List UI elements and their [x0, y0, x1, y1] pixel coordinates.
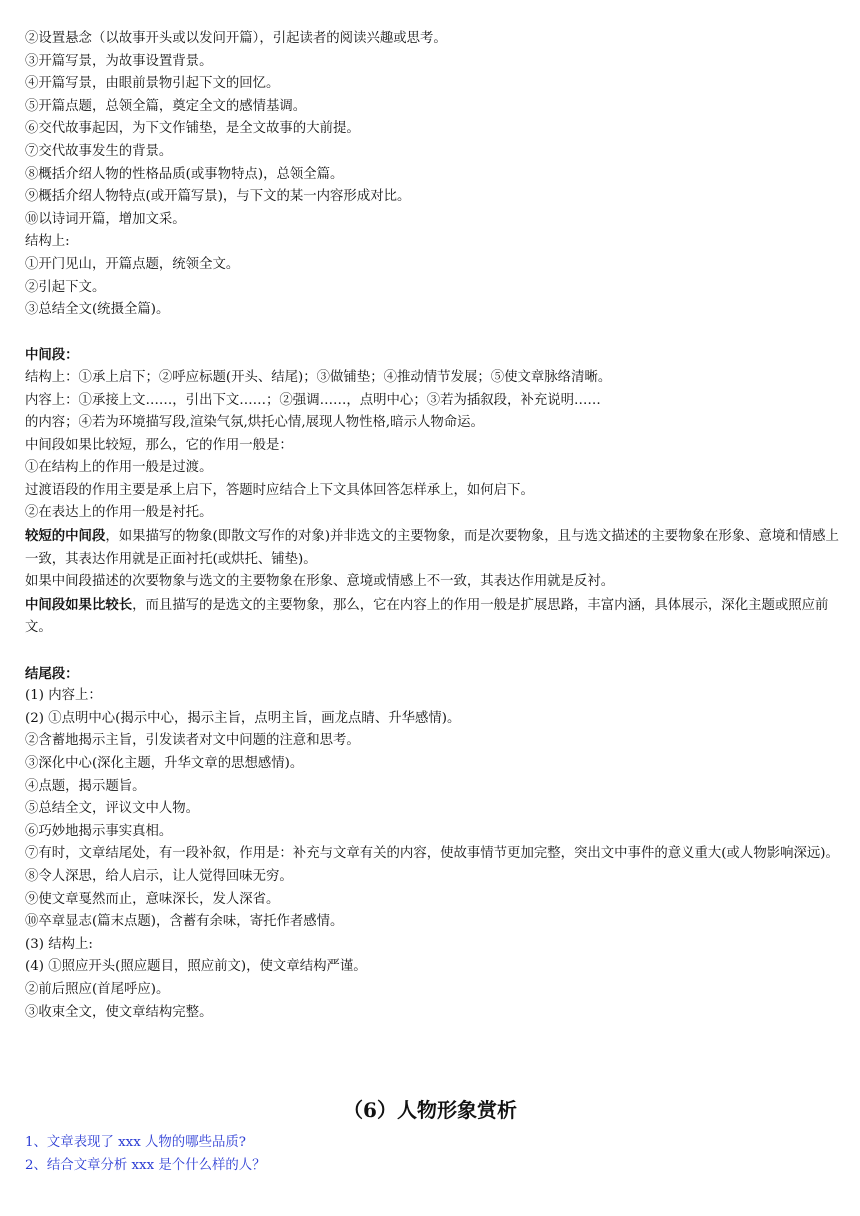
middle-short-rest: ，如果描写的物象(即散文写作的对象)并非选文的主要物象，而是次要物象，且与选文描述的主要物象在形象、意境和情感上一致，其表达作用就是正面衬托(或烘托、铺垫)。 [25, 529, 839, 567]
middle-structure: 结构上：①承上启下；②呼应标题(开头、结尾)；③做铺垫；④推动情节发展；⑤使文章脉络清晰。 [25, 369, 612, 385]
ending-content-item: ⑦有时，文章结尾处，有一段补叙，作用是：补充与文章有关的内容，使故事情节更加完整，突出文中事件的意义重大(或人物影响深远)。 [25, 846, 839, 862]
middle-content-line-2: 的内容；④若为环境描写段,渲染气氛,烘托心情,展现人物性格,暗示人物命运。 [25, 415, 484, 431]
middle-short-bold: 较短的中间段 [25, 528, 106, 545]
ending-content-label: (1) 内容上： [25, 688, 102, 704]
ending-content-item: ⑤总结全文，评议文中人物。 [25, 801, 200, 817]
middle-long-paragraph [25, 594, 847, 640]
middle-short-intro: 中间段如果比较短，那么，它的作用一般是： [25, 437, 293, 453]
ending-structure-item: (4) ①照应开头(照应题目，照应前文)，使文章结构严谨。 [25, 959, 367, 975]
opening-item: ⑤开篇点题，总领全篇，奠定全文的感情基调。 [25, 98, 307, 114]
ending-structure-item: ②前后照应(首尾呼应)。 [25, 981, 170, 997]
middle-item-2: ②在表达上的作用一般是衬托。 [25, 505, 213, 521]
ending-content-item: ⑩卒章显志(篇末点题)，含蓄有余味，寄托作者感情。 [25, 914, 344, 930]
opening-item: ②设置悬念（以故事开头或以发问开篇），引起读者的阅读兴趣或思考。 [25, 31, 447, 46]
opening-item: ⑨概括介绍人物特点(或开篇写景)，与下文的某一内容形成对比。 [25, 189, 411, 205]
opening-structure-label: 结构上: [25, 234, 70, 250]
opening-item: ⑦交代故事发生的背景。 [25, 143, 173, 159]
question-item: 2、结合文章分析 xxx 是个什么样的人？ [25, 1158, 266, 1173]
opening-structure-item: ②引起下文。 [25, 279, 106, 295]
middle-long-rest: ，而且描写的是选文的主要物象，那么，它在内容上的作用一般是扩展思路，丰富内涵，具体展示，深化主题或照应前文。 [25, 597, 829, 636]
ending-content-item: ③深化中心(深化主题，升华文章的思想感情)。 [25, 756, 304, 771]
ending-content-item: ⑧令人深思，给人启示，让人觉得回味无穷。 [25, 868, 293, 884]
opening-item: ⑧概括介绍人物的性格品质(或事物特点)，总领全篇。 [25, 166, 344, 182]
middle-content-line-1: 内容上：①承接上文……，引出下文……；②强调……，点明中心；③若为插叙段，补充说明…… [25, 392, 601, 408]
document-body [25, 28, 847, 1024]
opening-item: ③开篇写景，为故事设置背景。 [25, 53, 213, 69]
middle-heading: 中间段： [25, 347, 79, 364]
opening-item: ⑩以诗词开篇，增加文采。 [25, 211, 186, 227]
ending-content-item: ②含蓄地揭示主旨，引发读者对文中问题的注意和思考。 [25, 733, 360, 749]
ending-structure-item: ③收束全文，使文章结构完整。 [25, 1004, 213, 1020]
ending-content-item: (2) ①点明中心(揭示中心，揭示主旨，点明主旨，画龙点睛、升华感情)。 [25, 710, 461, 726]
ending-structure-label: (3) 结构上: [25, 936, 93, 952]
opening-structure-item: ③总结全文(统摄全篇)。 [25, 302, 170, 318]
ending-content-item: ④点题，揭示题旨。 [25, 778, 146, 794]
question-item: 1、文章表现了 xxx 人物的哪些品质? [25, 1135, 246, 1150]
middle-contrast: 如果中间段描述的次要物象与选文的主要物象在形象、意境或情感上不一致，其表达作用就是反衬。 [25, 574, 615, 590]
opening-item: ④开篇写景，由眼前景物引起下文的回忆。 [25, 76, 280, 92]
ending-content-item: ⑥巧妙地揭示事实真相。 [25, 823, 173, 839]
opening-structure-item: ①开门见山，开篇点题，统领全文。 [25, 256, 240, 272]
middle-long-bold: 中间段如果比较长 [25, 596, 133, 613]
section-title: （6）人物形象赏析 [343, 1098, 517, 1122]
ending-content-item: ⑨使文章戛然而止，意味深长，发人深省。 [25, 891, 280, 907]
spacer [25, 640, 847, 663]
middle-transition: 过渡语段的作用主要是承上启下，答题时应结合上下文具体回答怎样承上，如何启下。 [25, 482, 534, 498]
middle-item-1: ①在结构上的作用一般是过渡。 [25, 460, 213, 476]
spacer [25, 322, 847, 345]
ending-heading: 结尾段： [25, 665, 79, 682]
middle-short-paragraph [25, 525, 847, 571]
opening-item: ⑥交代故事起因，为下文作铺垫，是全文故事的大前提。 [25, 121, 360, 137]
